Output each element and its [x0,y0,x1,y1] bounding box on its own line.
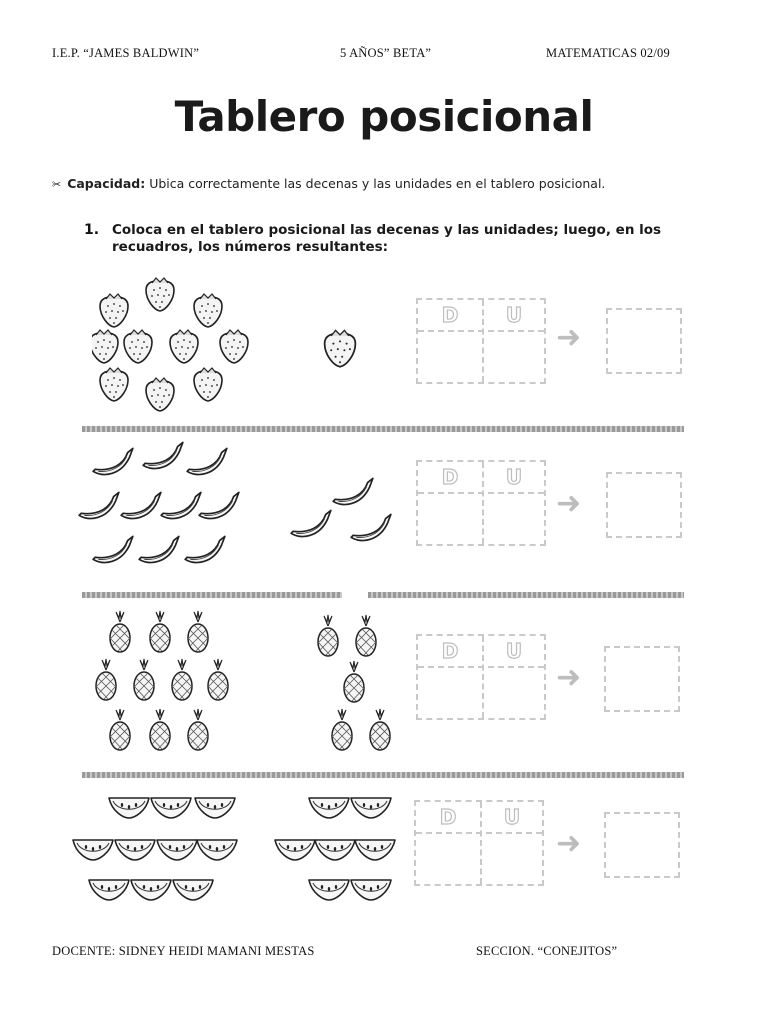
strawberry-units [316,326,366,370]
answer-box-2[interactable] [606,472,682,538]
section-name: SECCION. “CONEJITOS” [476,944,618,958]
units-label: U [505,303,523,327]
strawberry-group-ten [92,272,262,418]
scissors-icon: ✂ [52,178,62,191]
tens-label: D [441,303,459,327]
school-name: I.E.P. “JAMES BALDWIN” [52,46,200,60]
place-value-board-3[interactable] [416,634,546,720]
units-label: U [505,639,523,663]
arrow-right-icon: ➜ [556,486,582,521]
place-value-board-1[interactable] [416,298,546,384]
pineapple-units [314,614,398,754]
answer-box-1[interactable] [606,308,682,374]
arrow-right-icon: ➜ [556,320,582,355]
capacity-text: Ubica correctamente las decenas y las unidades en el tablero posicional. [149,176,606,191]
pineapple-group-ten [92,610,242,760]
arrow-right-icon: ➜ [556,826,582,861]
place-value-board-2[interactable] [416,460,546,546]
banana-units [288,472,398,554]
units-label: U [505,465,523,489]
row-separator [82,426,684,432]
answer-box-3[interactable] [604,646,680,712]
arrow-right-icon: ➜ [556,660,582,695]
units-label: U [503,805,521,829]
capacity-line [52,176,605,191]
capacity-label: Capacidad: [67,176,146,191]
banana-group-ten [74,436,244,576]
row-separator [82,772,684,778]
tens-label: D [441,639,459,663]
tens-label: D [439,805,457,829]
place-value-board-4[interactable] [414,800,544,886]
instruction-number: 1. [84,222,100,238]
subject-date: MATEMATICAS 02/09 [546,46,670,60]
answer-box-4[interactable] [604,812,680,878]
instruction-text: Coloca en el tablero posicional las decenas y las unidades; luego, en los recuadros, los números resultantes: [112,222,662,255]
grade-label: 5 AÑOS” BETA” [340,46,432,60]
watermelon-group-ten [70,786,242,908]
teacher-name: DOCENTE: SIDNEY HEIDI MAMANI MESTAS [52,944,315,958]
row-separator [368,592,684,598]
watermelon-units [272,786,402,908]
tens-label: D [441,465,459,489]
row-separator [82,592,342,598]
page-title: Tablero posicional [174,92,594,141]
